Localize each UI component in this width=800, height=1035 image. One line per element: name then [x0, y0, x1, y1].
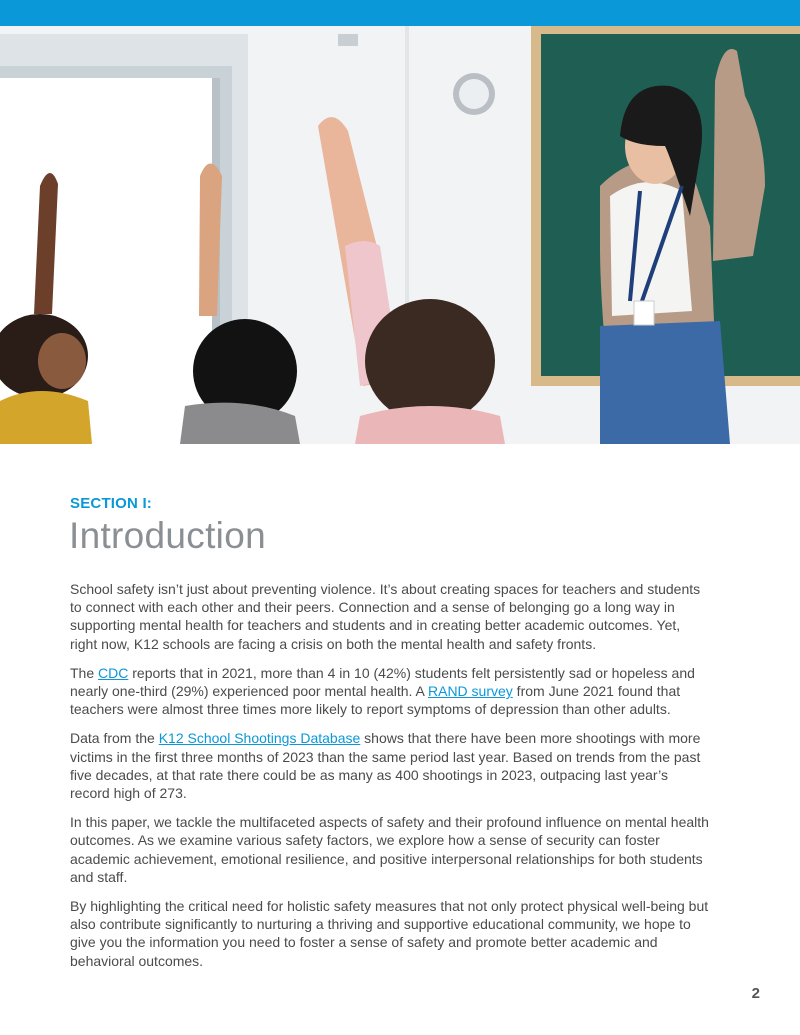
cdc-link[interactable]: CDC: [98, 664, 129, 681]
paragraph-3-post: shows that there have been more shootings with more victims in the first three months of 2023 than the same period last year. Based on trends from the past five decades, at that rate there could be as many as 400 shootings in 2023, outpacing last year’s record high of 273.: [70, 730, 701, 802]
k12-database-link[interactable]: K12 School Shootings Database: [158, 730, 361, 747]
page-title: Introduction: [69, 515, 266, 556]
rand-survey-link[interactable]: RAND survey: [428, 683, 513, 700]
paragraph-2-mid: reports that in 2021, more than 4 in 10 (42%) students felt persistently sad or hopeless and nearly one-third (29%) experienced poor mental health. A: [70, 664, 695, 700]
paragraph-5: By highlighting the critical need for holistic safety measures that not only protect physical well-being but also contribute significantly to nurturing a thriving and supportive educational community, we hope to give you the information you need to foster a sense of safety and promote better academic and behavioral outcomes.: [70, 898, 709, 969]
paragraph-2-post: from June 2021 found that teachers were almost three times more likely to report symptoms of depression than other adults.: [70, 683, 681, 718]
section-label: SECTION I:: [70, 495, 153, 512]
classroom-illustration: [0, 26, 800, 444]
paragraph-2-pre: The: [70, 664, 99, 681]
paragraph-2: [70, 664, 710, 719]
paragraph-3: [70, 729, 710, 802]
hero-photo: [0, 26, 800, 444]
paragraph-4: In this paper, we tackle the multifaceted aspects of safety and their profound influence on mental health outcomes. As we examine various safety factors, we explore how a sense of security can foster academic achievement, emotional resilience, and positive interpersonal relationships for both students and staff.: [70, 814, 709, 885]
paragraph-3-pre: Data from the: [70, 730, 159, 747]
body-text: [70, 580, 710, 981]
top-accent-bar: [0, 0, 800, 26]
paragraph-1: School safety isn’t just about preventing violence. It’s about creating spaces for teachers and students to connect with each other and their peers. Connection and a sense of belonging go a long way in supporting mental health for teachers and students and in creating better academic outcomes. Yet, right now, K12 schools are facing a crisis on both the mental health and safety fronts.: [70, 581, 701, 652]
page-number: 2: [751, 985, 760, 1002]
